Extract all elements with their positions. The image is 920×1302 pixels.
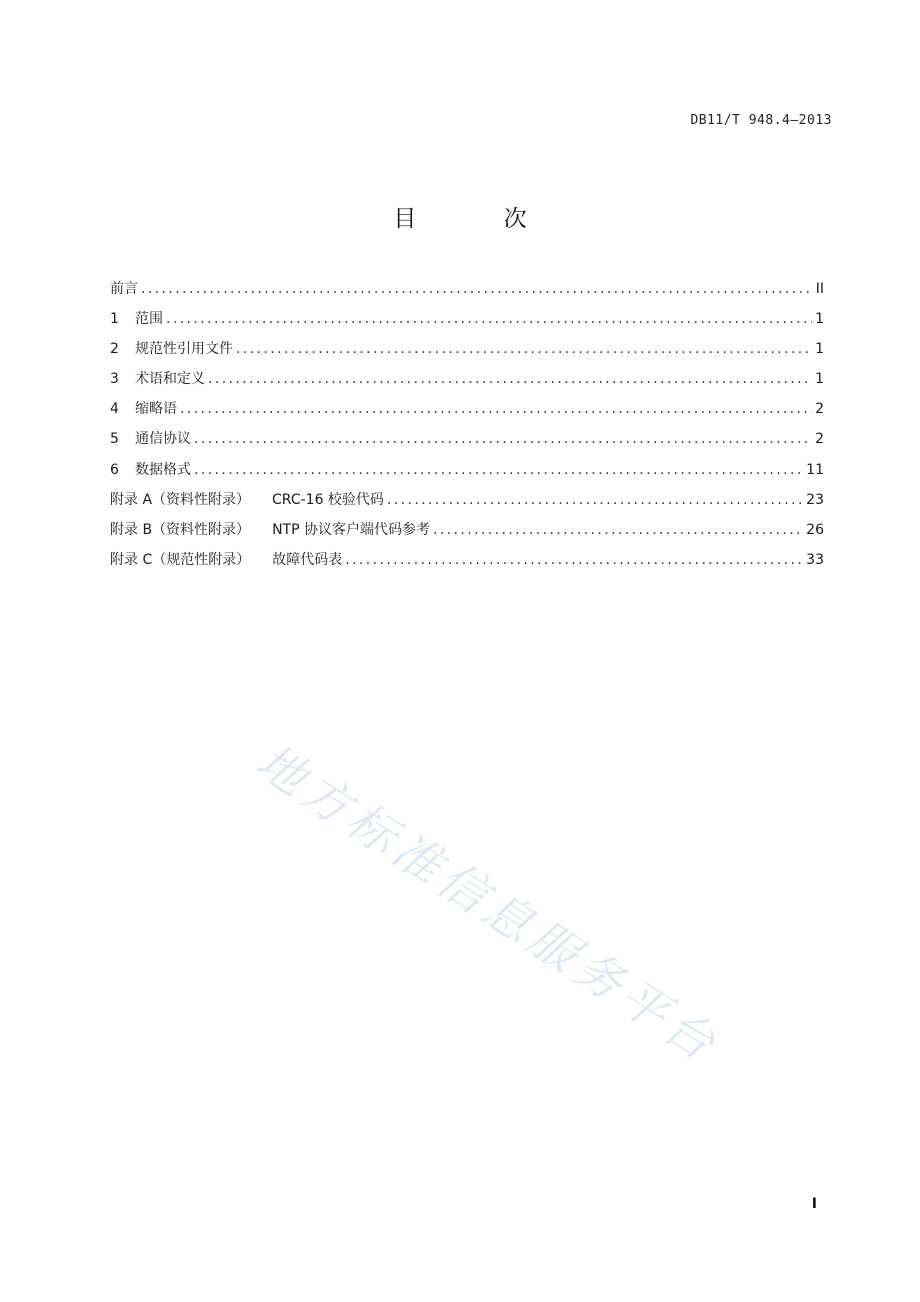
toc-entry-terms-definitions[interactable] bbox=[110, 368, 824, 398]
toc-entry-number: 1 bbox=[110, 311, 119, 328]
toc-entry-data-format[interactable] bbox=[110, 459, 824, 489]
toc-leader-dots bbox=[345, 549, 803, 571]
toc-entry-page: 1 bbox=[815, 341, 824, 358]
toc-entry-number: 5 bbox=[110, 431, 119, 448]
toc-entry-number: 2 bbox=[110, 341, 119, 358]
toc-entry-number: 3 bbox=[110, 371, 119, 388]
toc-entry-label: 前言 bbox=[110, 281, 138, 297]
toc-entry-label: 附录 C（规范性附录） bbox=[110, 551, 251, 568]
toc-entry-page: 26 bbox=[806, 521, 824, 538]
toc-entry-normative-references[interactable] bbox=[110, 338, 824, 368]
toc-leader-dots bbox=[433, 519, 803, 541]
toc-entry-page: 1 bbox=[815, 311, 824, 328]
table-of-contents bbox=[110, 278, 824, 579]
toc-entry-label: 附录 B（资料性附录） bbox=[110, 521, 251, 538]
page-number: I bbox=[811, 1196, 817, 1212]
toc-leader-dots bbox=[180, 398, 812, 420]
toc-entry-subtitle: CRC-16 校验代码 bbox=[272, 491, 384, 508]
toc-entry-number: 6 bbox=[110, 461, 119, 478]
toc-leader-dots bbox=[141, 278, 813, 300]
toc-leader-dots bbox=[387, 489, 803, 511]
toc-leader-dots bbox=[208, 368, 812, 390]
toc-entry-abbreviations[interactable] bbox=[110, 398, 824, 428]
toc-leader-dots bbox=[236, 338, 812, 360]
toc-entry-page: 2 bbox=[815, 431, 824, 448]
toc-entry-foreword[interactable] bbox=[110, 278, 824, 308]
toc-entry-page: 11 bbox=[806, 461, 824, 478]
toc-entry-page: 2 bbox=[815, 401, 824, 418]
toc-entry-label: 规范性引用文件 bbox=[135, 341, 233, 358]
toc-entry-scope[interactable] bbox=[110, 308, 824, 338]
toc-entry-page: 33 bbox=[806, 551, 824, 568]
toc-entry-subtitle: NTP 协议客户端代码参考 bbox=[272, 521, 430, 538]
toc-leader-dots bbox=[194, 428, 812, 450]
toc-entry-label: 通信协议 bbox=[135, 431, 191, 448]
toc-entry-page: 1 bbox=[815, 371, 824, 388]
toc-entry-label: 附录 A（资料性附录） bbox=[110, 491, 251, 508]
toc-entry-page: II bbox=[815, 281, 824, 297]
document-id: DB11/T 948.4—2013 bbox=[690, 113, 832, 128]
toc-leader-dots bbox=[166, 308, 812, 330]
toc-entry-appendix-a[interactable] bbox=[110, 489, 824, 519]
toc-entry-appendix-c[interactable] bbox=[110, 549, 824, 579]
toc-entry-label: 范围 bbox=[135, 311, 163, 328]
toc-entry-label: 缩略语 bbox=[135, 401, 177, 418]
toc-title: 目 次 bbox=[393, 206, 567, 232]
toc-entry-appendix-b[interactable] bbox=[110, 519, 824, 549]
toc-entry-label: 数据格式 bbox=[135, 461, 191, 478]
toc-leader-dots bbox=[194, 459, 803, 481]
toc-entry-number: 4 bbox=[110, 401, 119, 418]
toc-entry-label: 术语和定义 bbox=[135, 371, 205, 388]
toc-entry-subtitle: 故障代码表 bbox=[272, 551, 343, 568]
toc-entry-page: 23 bbox=[806, 491, 824, 508]
toc-entry-communication-protocol[interactable] bbox=[110, 428, 824, 458]
watermark: 地方标准信息服务平台 bbox=[245, 733, 730, 1075]
